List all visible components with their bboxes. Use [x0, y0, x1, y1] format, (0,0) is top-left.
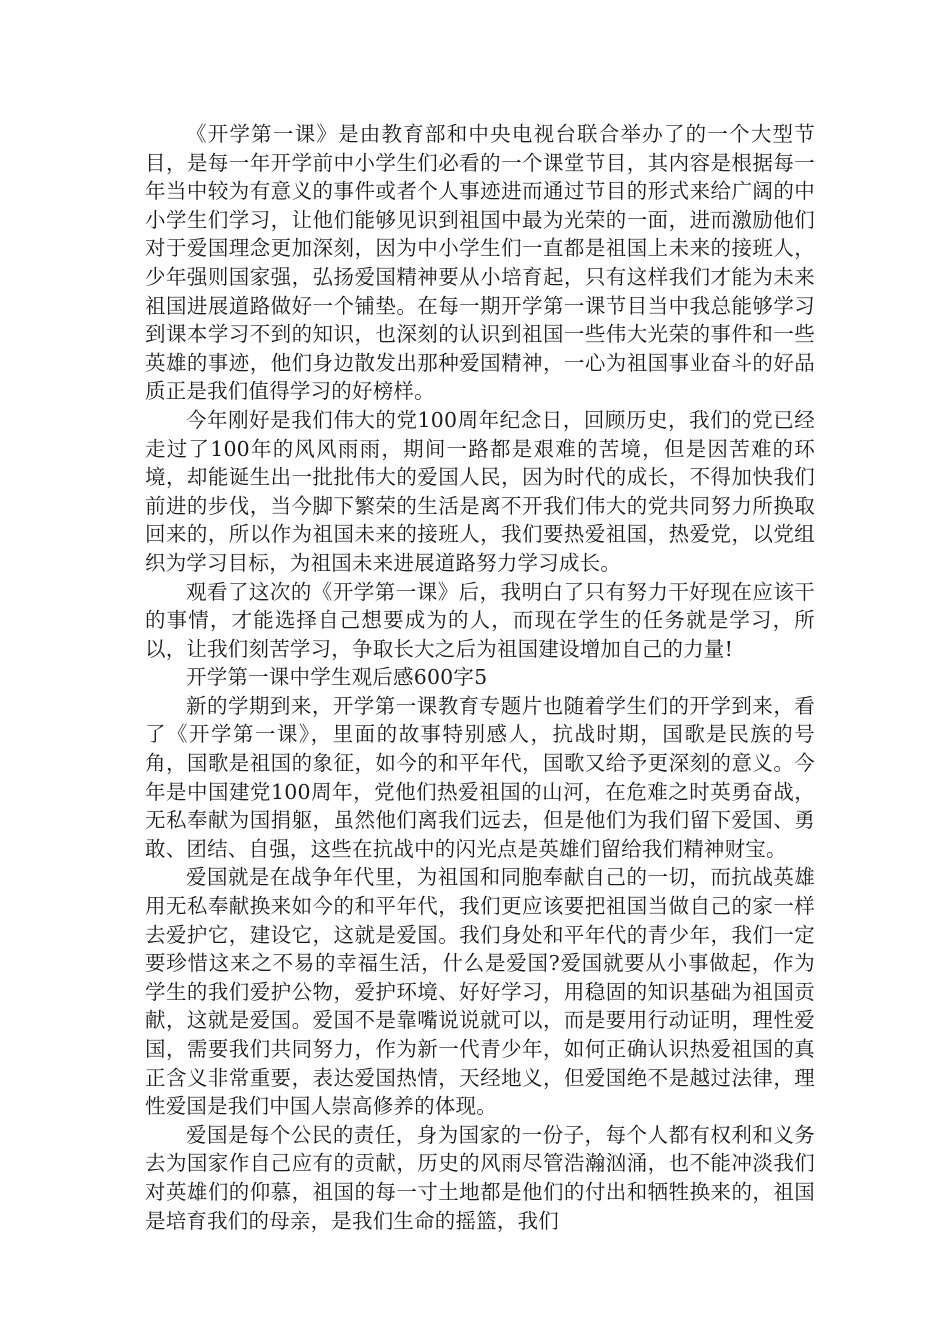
paragraph-party-anniversary: 今年刚好是我们伟大的党100周年纪念日，回顾历史，我们的党已经走过了100年的风风雨雨，期间一路都是艰难的苦境，但是因苦难的环境，却能诞生出一批批伟大的爱国人民，因为时代的成长，不得加快我们前进的步伐，当今脚下繁荣的生活是离不开我们伟大的党共同努力所换取回来的，所以作为祖国未来的接班人，我们要热爱祖国，热爱党，以党组织为学习目标，为祖国未来进展道路努力学习成长。 — [145, 407, 815, 575]
section-heading: 开学第一课中学生观后感600字5 — [186, 665, 488, 690]
document-body — [145, 120, 815, 1235]
paragraph-patriotism: 爱国就是在战争年代里，为祖国和同胞奉献自己的一切，而抗战英雄用无私奉献换来如今的和平年代，我们更应该要把祖国当做自己的家一样去爱护它，建设它，这就是爱国。我们身处和平年代的青少年，我们一定要珍惜这来之不易的幸福生活，什么是爱国?爱国就要从小事做起，作为学生的我们爱护公物，爱护环境、好好学习，用稳固的知识基础为祖国贡献，这就是爱国。爱国不是靠嘴说说就可以，而是要用行动证明，理性爱国，需要我们共同努力，作为新一代青少年，如何正确认识热爱祖国的真正含义非常重要，表达爱国热情，天经地义，但爱国绝不是越过法律，理性爱国是我们中国人崇高修养的体现。 — [145, 865, 815, 1119]
paragraph-conclusion: 观看了这次的《开学第一课》后，我明白了只有努力干好现在应该干的事情，才能选择自己想要成为的人，而现在学生的任务就是学习，所以，让我们刻苦学习，争取长大之后为祖国建设增加自己的力量! — [145, 579, 815, 661]
paragraph-new-semester: 新的学期到来，开学第一课教育专题片也随着学生们的开学到来，看了《开学第一课》，里面的故事特别感人，抗战时期，国歌是民族的号角，国歌是祖国的象征，如今的和平年代，国歌又给予更深刻的意义。今年是中国建党100周年，党他们热爱祖国的山河，在危难之时英勇奋战，无私奉献为国捐躯，虽然他们离我们远去，但是他们为我们留下爱国、勇敢、团结、自强，这些在抗战中的闪光点是英雄们留给我们精神财宝。 — [145, 693, 815, 861]
paragraph-intro: 《开学第一课》是由教育部和中央电视台联合举办了的一个大型节目，是每一年开学前中小学生们必看的一个课堂节目，其内容是根据每一年当中较为有意义的事件或者个人事迹进而通过节目的形式来给广阔的中小学生们学习，让他们能够见识到祖国中最为光荣的一面，进而激励他们对于爱国理念更加深刻，因为中小学生们一直都是祖国上未来的接班人，少年强则国家强，弘扬爱国精神要从小培育起，只有这样我们才能为未来祖国进展道路做好一个铺垫。在每一期开学第一课节目当中我总能够学习到课本学习不到的知识，也深刻的认识到祖国一些伟大光荣的事件和一些英雄的事迹，他们身边散发出那种爱国精神，一心为祖国事业奋斗的好品质正是我们值得学习的好榜样。 — [145, 122, 815, 404]
paragraph-citizen-duty: 爱国是每个公民的责任，身为国家的一份子，每个人都有权利和义务去为国家作自己应有的贡献，历史的风雨尽管浩瀚汹涌，也不能冲淡我们对英雄们的仰慕，祖国的每一寸土地都是他们的付出和牺牲换来的，祖国是培育我们的母亲，是我们生命的摇篮，我们 — [145, 1122, 815, 1233]
